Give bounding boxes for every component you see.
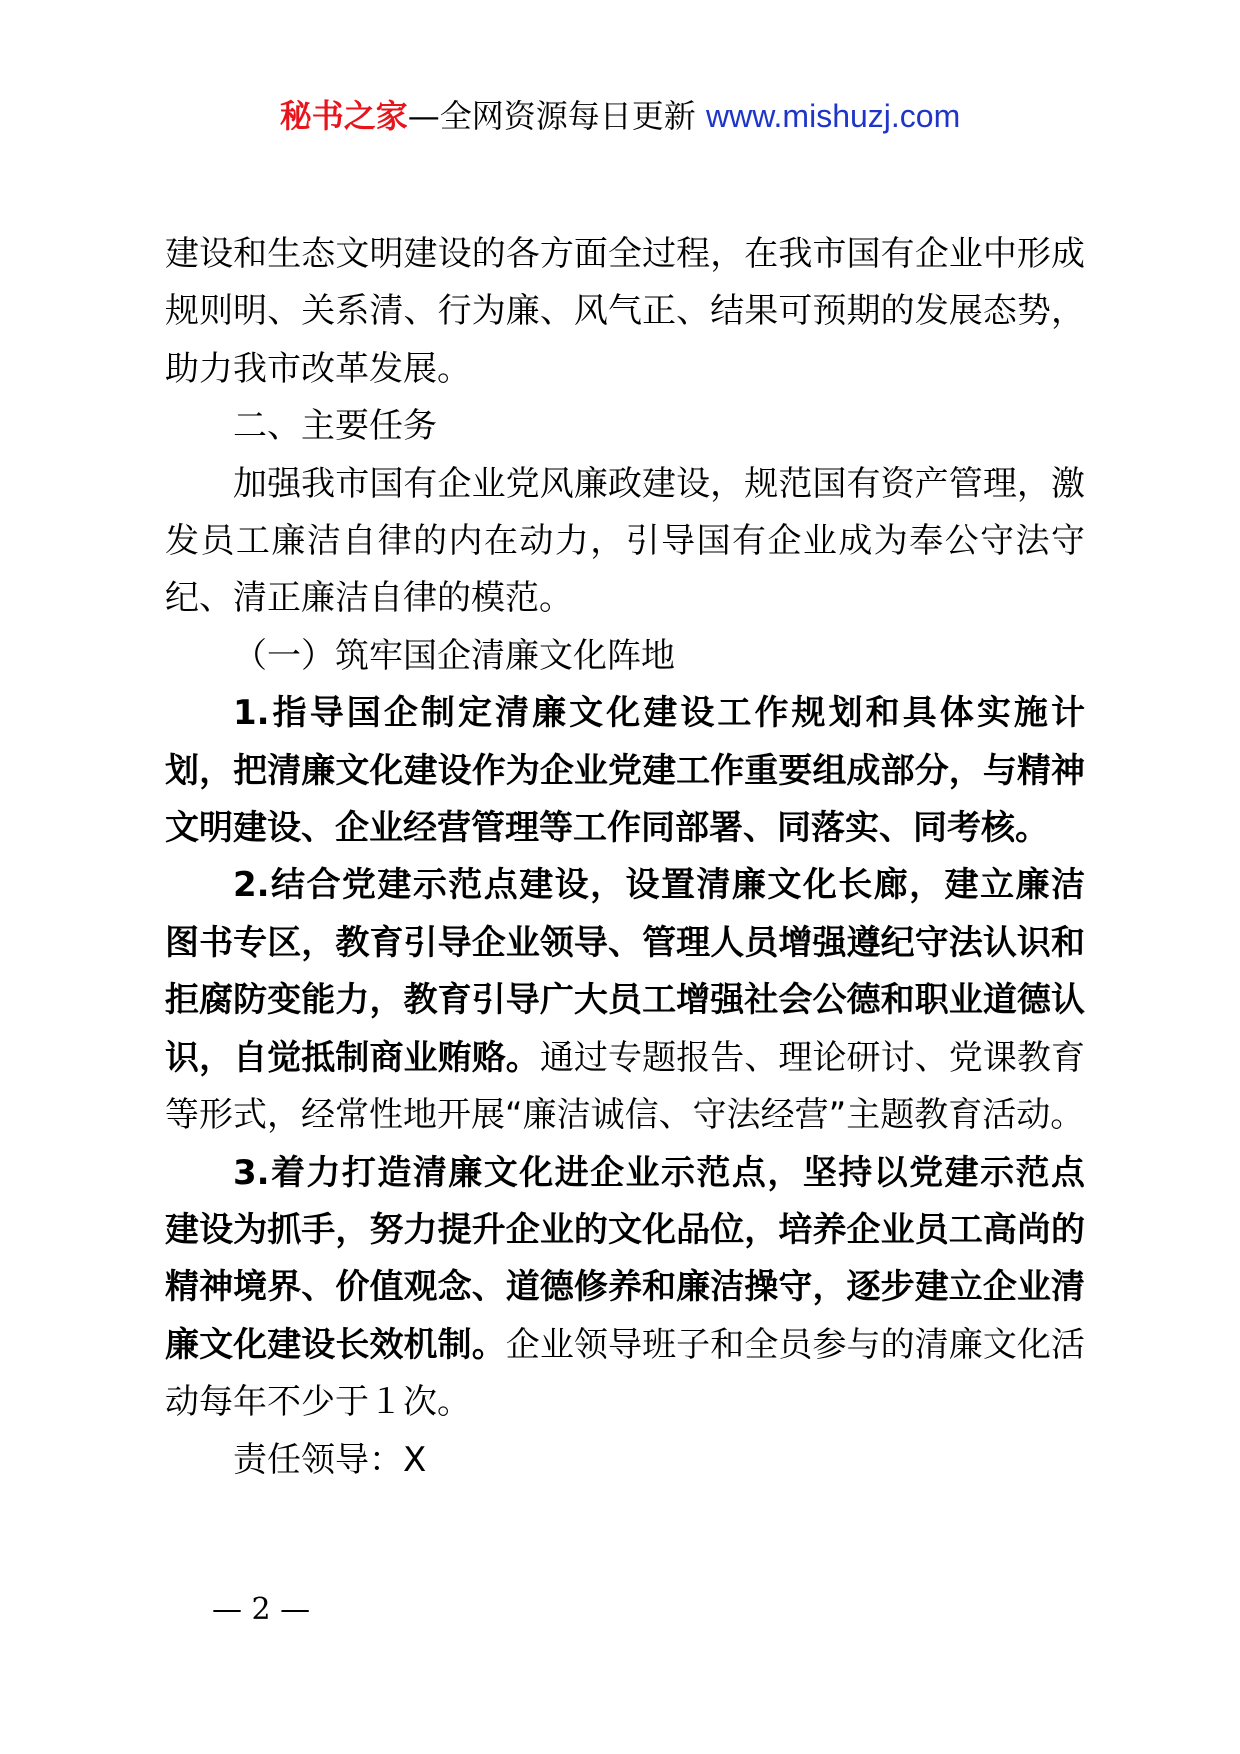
list-item-3-bold: 3.着力打造清廉文化进企业示范点，坚持以党建示范点建设为抓手，努力提升企业的文化品位，培养企业员工高尚的精神境界、价值观念、道德修养和廉洁操守，逐步建立企业清廉文化建设长效机制。 bbox=[165, 1152, 1085, 1365]
list-item-3 bbox=[165, 1145, 1085, 1432]
list-item-2-text: 通过专题报告、理论研讨、党课教育等形式，经常性地开展“廉洁诚信、守法经营”主题教育活动。 bbox=[165, 1037, 1086, 1136]
subsection-heading-1: （一）筑牢国企清廉文化阵地 bbox=[233, 635, 675, 676]
section-heading-main-tasks: 二、主要任务 bbox=[233, 406, 437, 447]
brand-name: 秘书之家 bbox=[279, 97, 408, 135]
site-url-link[interactable]: www.mishuzj.com bbox=[705, 98, 961, 134]
list-item-2-bold: 2.结合党建示范点建设，设置清廉文化长廊，建立廉洁图书专区，教育引导企业领导、管理人员增强遵纪守法认识和拒腐防变能力，教育引导广大员工增强社会公德和职业道德认识，自觉抵制商业贿赂。 bbox=[165, 865, 1085, 1078]
list-item-2 bbox=[165, 857, 1085, 1144]
header-tagline: —全网资源每日更新 bbox=[407, 97, 706, 135]
list-item-1 bbox=[165, 685, 1085, 857]
paragraph-overview: 加强我市国有企业党风廉政建设，规范国有资产管理，激发员工廉洁自律的内在动力，引导国有企业成为奉公守法守纪、清正廉洁自律的模范。 bbox=[165, 463, 1085, 619]
paragraph-continuation: 建设和生态文明建设的各方面全过程，在我市国有企业中形成规则明、关系清、行为廉、风气正、结果可预期的发展态势，助力我市改革发展。 bbox=[165, 234, 1085, 389]
list-item-1-bold: 1.指导国企制定清廉文化建设工作规划和具体实施计划，把清廉文化建设作为企业党建工作重要组成部分，与精神文明建设、企业经营管理等工作同部署、同落实、同考核。 bbox=[165, 693, 1085, 849]
list-item-3-text: 企业领导班子和全员参与的清廉文化活动每年不少于１次。 bbox=[165, 1324, 1086, 1423]
responsible-leader: 责任领导：X bbox=[233, 1439, 427, 1480]
page-number: — 2 — bbox=[212, 1592, 311, 1627]
document-body bbox=[165, 226, 1085, 1489]
site-header bbox=[0, 96, 1240, 136]
